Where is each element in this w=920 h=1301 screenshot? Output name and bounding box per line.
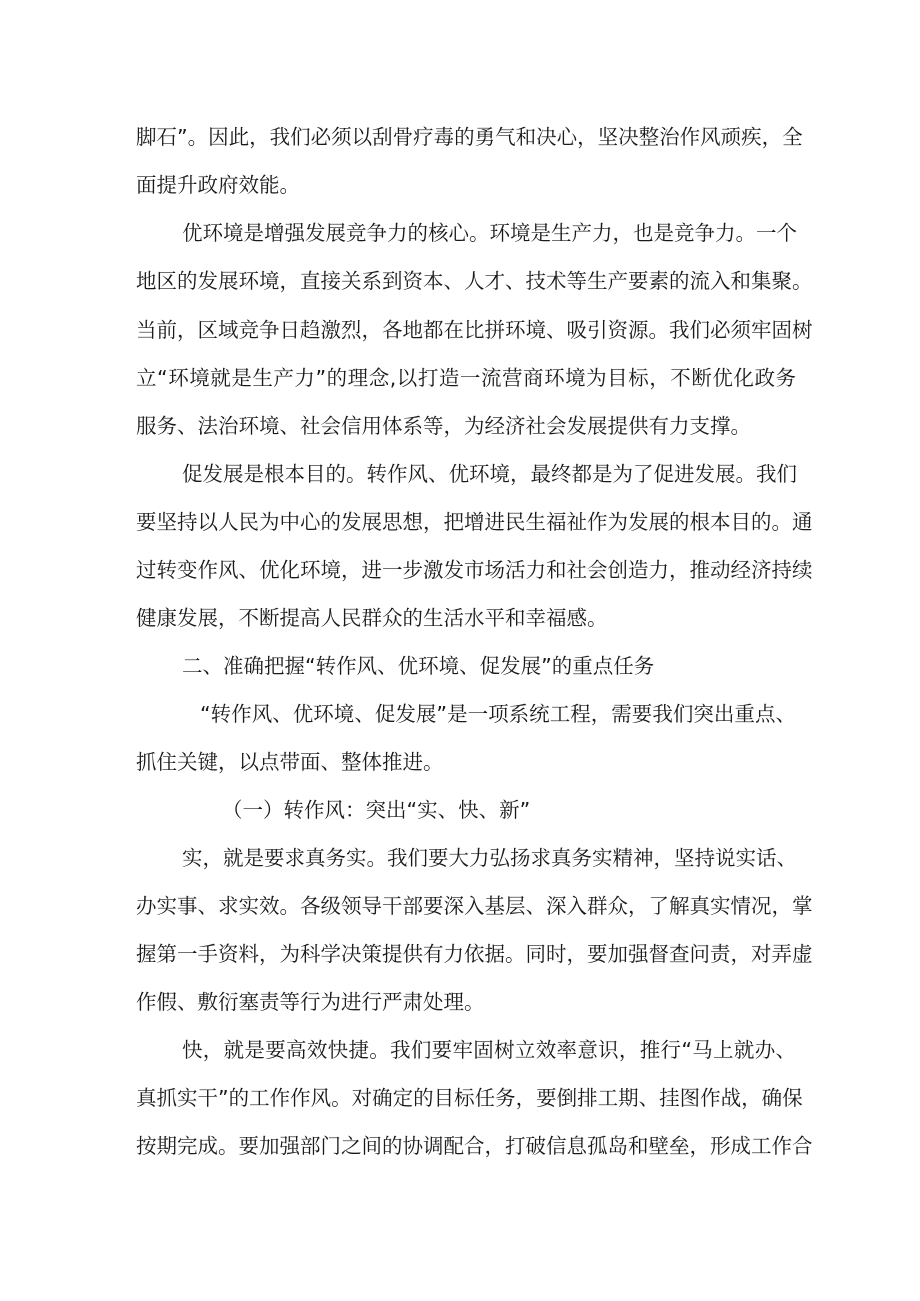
paragraph-promote-development-line-2: 要坚持以人民为中心的发展思想，把增进民生福祉作为发展的根本目的。通 xyxy=(136,510,813,534)
text-line-1: 脚石”。因此，我们必须以刮骨疗毒的勇气和决心，坚决整治作风顽疾，全 xyxy=(136,125,803,149)
paragraph-promote-development-line-3: 过转变作风、优化环境，进一步激发市场活力和社会创造力，推动经济持续 xyxy=(136,558,813,582)
paragraph-practical-line-3: 握第一手资料，为科学决策提供有力依据。同时，要加强督查问责，对弄虚 xyxy=(136,942,813,966)
paragraph-optimize-environment-line-2: 地区的发展环境，直接关系到资本、人才、技术等生产要素的流入和集聚。 xyxy=(136,269,813,293)
paragraph-promote-development-line-4: 健康发展，不断提高人民群众的生活水平和幸福感。 xyxy=(136,606,608,630)
paragraph-optimize-environment-line-1: 优环境是增强发展竞争力的核心。环境是生产力，也是竞争力。一个 xyxy=(182,221,797,245)
subsection-heading-one: （一）转作风：突出“实、快、新” xyxy=(222,798,531,822)
paragraph-optimize-environment-line-5: 服务、法治环境、社会信用体系等，为经济社会发展提供有力支撑。 xyxy=(136,414,751,438)
paragraph-practical-line-1: 实，就是要求真务实。我们要大力弘扬求真务实精神，坚持说实话、 xyxy=(182,846,797,870)
paragraph-fast-line-1: 快，就是要高效快捷。我们要牢固树立效率意识，推行“马上就办、 xyxy=(182,1038,796,1062)
paragraph-promote-development-line-1: 促发展是根本目的。转作风、优环境，最终都是为了促进发展。我们 xyxy=(182,462,797,486)
paragraph-fast-line-2: 真抓实干”的工作作风。对确定的目标任务，要倒排工期、挂图作战，确保 xyxy=(136,1086,803,1110)
text-line-2: 面提升政府效能。 xyxy=(136,173,300,197)
paragraph-fast-line-3: 按期完成。要加强部门之间的协调配合，打破信息孤岛和壁垒，形成工作合 xyxy=(136,1134,813,1158)
paragraph-optimize-environment-line-4: 立“环境就是生产力”的理念,以打造一流营商环境为目标，不断优化政务 xyxy=(136,366,796,390)
section-heading-two: 二、准确把握“转作风、优环境、促发展”的重点任务 xyxy=(182,654,655,678)
paragraph-practical-line-2: 办实事、求实效。各级领导干部要深入基层、深入群众，了解真实情况，掌 xyxy=(136,894,813,918)
paragraph-practical-line-4: 作假、敷衍塞责等行为进行严肃处理。 xyxy=(136,990,485,1014)
paragraph-system-project-line-1: “转作风、优环境、促发展”是一项系统工程，需要我们突出重点、 xyxy=(200,702,796,726)
paragraph-system-project-line-2: 抓住关键，以点带面、整体推进。 xyxy=(136,750,444,774)
paragraph-optimize-environment-line-3: 当前，区域竞争日趋激烈，各地都在比拼环境、吸引资源。我们必须牢固树 xyxy=(136,318,813,342)
